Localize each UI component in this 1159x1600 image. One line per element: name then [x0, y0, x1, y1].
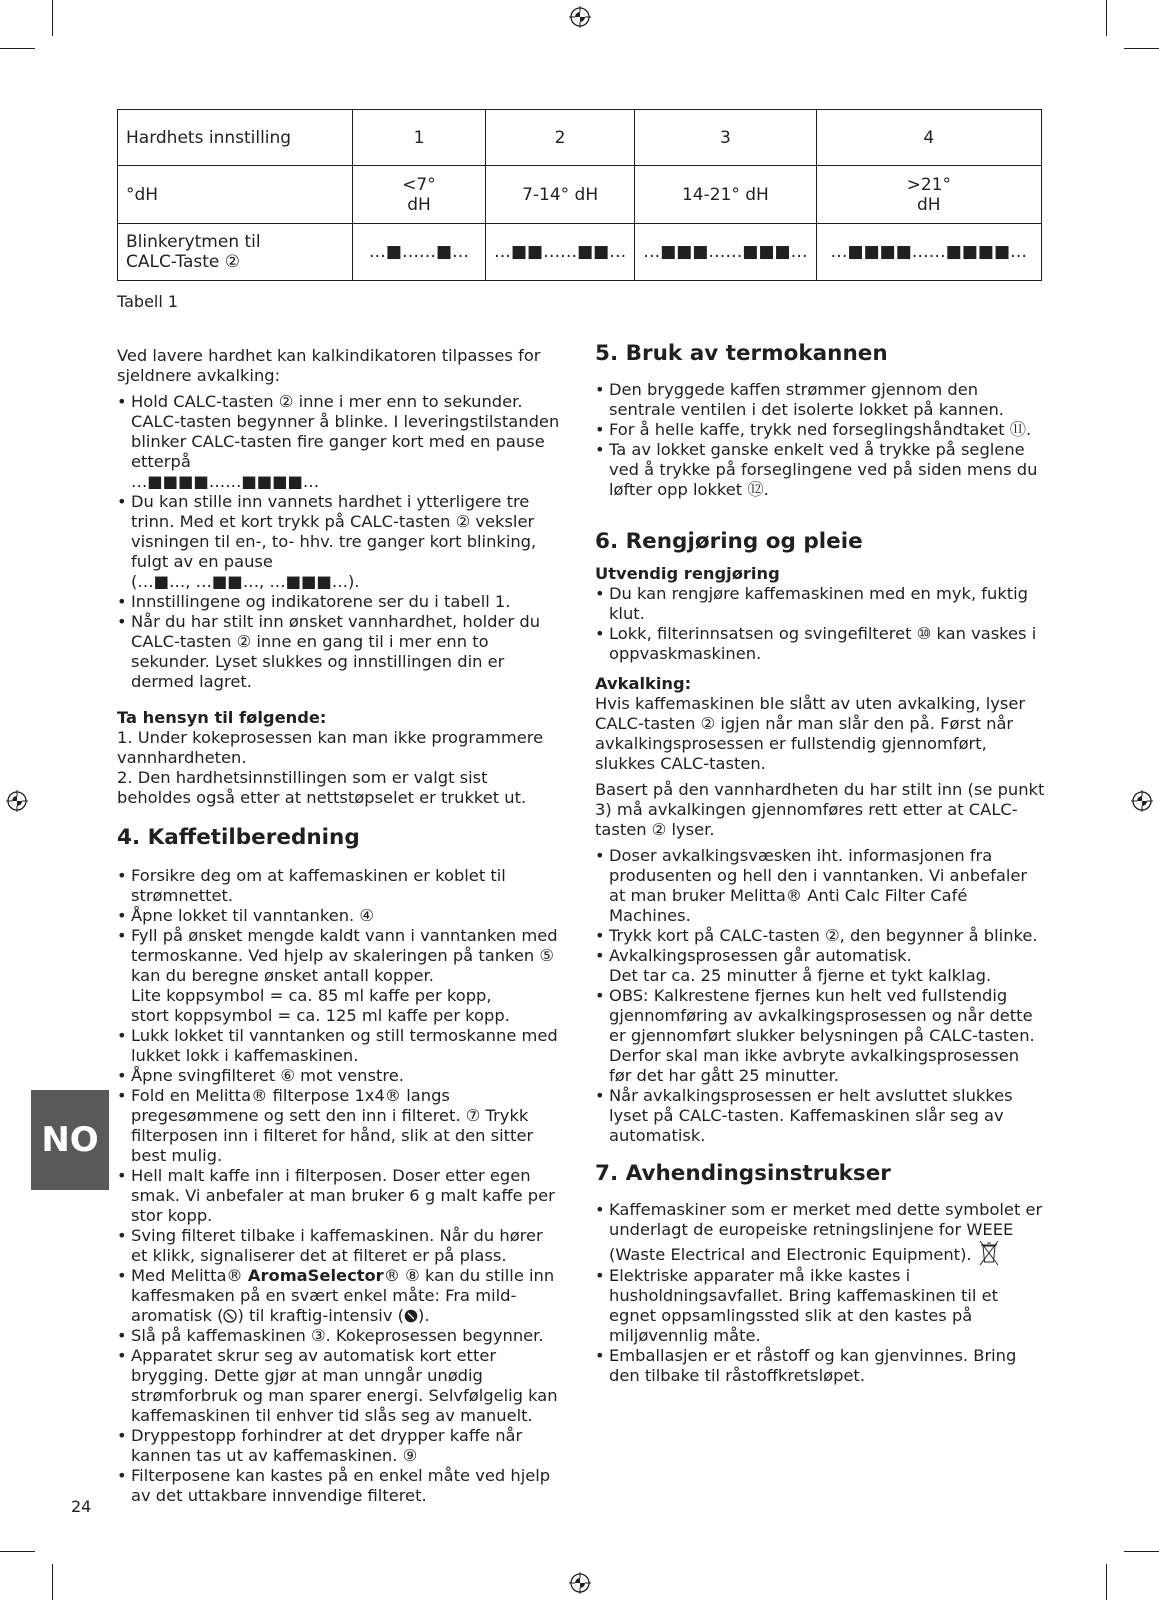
hardness-steps-list: [117, 592, 560, 692]
table-cell: 4: [816, 110, 1041, 166]
table-cell: 2: [485, 110, 634, 166]
list-item: • For å helle kaffe, trykk ned forseglingshåndtaket ⑪.: [595, 420, 1045, 440]
list-item: • Du kan stille inn vannets hardhet i ytterligere tre trinn. Med et kort trykk på CALC-tasten ② veksler visningen til en-, to- hhv. tre ganger kort blinking, fulgt av en pause: [117, 492, 560, 572]
section-6-title: 6. Rengjøring og pleie: [595, 529, 863, 554]
list-item: • Åpne lokket til vanntanken. ④: [117, 906, 560, 926]
table-cell: Hardhets innstilling: [118, 110, 353, 166]
list-item-text: ) til kraftig-intensiv (: [237, 1306, 404, 1325]
list-item: • Elektriske apparater må ikke kastes i husholdningsavfallet. Bring kaffemaskinen til et egnet oppsamlingssted slik at den kastes på miljøvennlig måte.: [595, 1266, 1045, 1346]
list-item: • Slå på kaffemaskinen ③. Kokeprosessen begynner.: [117, 1326, 560, 1346]
list-item: • Sving filteret tilbake i kaffemaskinen. Når du hører et klikk, signaliserer det at filteret er på plass.: [117, 1226, 560, 1266]
table-cell: <7° dH: [352, 166, 485, 224]
list-item: • Den bryggede kaffen strømmer gjennom den sentrale ventilen i det isolerte lokket på kannen.: [595, 380, 1045, 420]
registration-mark-icon: [569, 1572, 591, 1594]
notes-list: [117, 728, 560, 808]
list-item: • Ta av lokket ganske enkelt ved å trykke på seglene ved å trykke på forseglingene ved på siden mens du løfter opp lokket ⑫.: [595, 440, 1045, 500]
note-title: Ta hensyn til følgende:: [117, 708, 327, 727]
list-item-text: ® ⑧ kan du stille inn kaffesmaken på en svært enkel måte: Fra mild-aromatisk (: [131, 1266, 555, 1325]
list-item: • Åpne svingfilteret ⑥ mot venstre.: [117, 1066, 560, 1086]
descaling-paragraph: Basert på den vannhardheten du har stilt inn (se punkt 3) må avkalkingen gjennomføres rett etter at CALC-tasten ② lyser.: [595, 780, 1045, 839]
crop-mark: [0, 1551, 35, 1552]
section-5-list: [595, 380, 1045, 500]
list-item: • Lukk lokket til vanntanken og still termoskanne med lukket lokk i kaffemaskinen.: [117, 1026, 560, 1066]
list-item: [595, 946, 1045, 986]
language-tab: NO: [31, 1090, 109, 1190]
aroma-selector-brand: AromaSelector: [247, 1266, 384, 1285]
table-cell: >21° dH: [816, 166, 1041, 224]
registration-mark-icon: [569, 6, 591, 28]
list-item: • Forsikre deg om at kaffemaskinen er koblet til strømnettet.: [117, 866, 560, 906]
list-item: • Du kan rengjøre kaffemaskinen med en myk, fuktig klut.: [595, 584, 1045, 624]
strong-bean-icon: [404, 1309, 418, 1323]
list-item: 1. Under kokeprosessen kan man ikke programmere vannhardheten.: [117, 728, 544, 767]
right-column: [595, 340, 1045, 1386]
table-row: [118, 224, 1042, 281]
list-item-text: Med Melitta®: [131, 1266, 243, 1285]
crop-mark: [1124, 1551, 1159, 1552]
list-item: • Trykk kort på CALC-tasten ②, den begynner å blinke.: [595, 926, 1045, 946]
table-caption: Tabell 1: [117, 292, 179, 311]
page-number: 24: [71, 1497, 92, 1516]
list-item: • Apparatet skrur seg av automatisk kort etter brygging. Dette gjør at man unngår unødig strømforbruk og man sparer energi. Selvfølgelig kan kaffemaskinen til enhver tid slås seg av manuelt.: [117, 1346, 560, 1426]
exterior-cleaning-list: [595, 584, 1045, 664]
list-item: • Lokk, filterinnsatsen og svingefilteret ⑩ kan vaskes i oppvaskmaskinen.: [595, 624, 1045, 664]
section-4-list: [117, 866, 560, 1506]
table-row: [118, 166, 1042, 224]
list-item: [117, 1266, 560, 1326]
crop-mark: [1124, 48, 1159, 49]
list-item-text: Lite koppsymbol = ca. 85 ml kaffe per kopp,: [131, 986, 492, 1005]
list-item: [595, 1200, 1045, 1266]
list-item-text: ).: [418, 1306, 430, 1325]
crop-mark: [1106, 0, 1107, 36]
list-item-text: stort koppsymbol = ca. 125 ml kaffe per kopp.: [131, 1006, 510, 1025]
list-item: • Dryppestopp forhindrer at det drypper kaffe når kannen tas ut av kaffemaskinen. ⑨: [117, 1426, 560, 1466]
list-item-text: Det tar ca. 25 minutter å fjerne et tykt kalklag.: [609, 966, 992, 985]
hardness-steps-list: [117, 392, 560, 472]
list-item-text: Fyll på ønsket mengde kaldt vann i vanntanken med termoskanne. Ved hjelp av skaleringen på tanken ⑤ kan du beregne ønsket antall kopper.: [131, 926, 558, 985]
list-item-text: Kaffemaskiner som er merket med dette symbolet er underlagt de europeiske retningslinjene for WEEE (Waste Electrical and Electronic Equipment).: [609, 1200, 1043, 1264]
registration-mark-icon: [1131, 790, 1153, 812]
list-item: [117, 926, 560, 1026]
table-cell: 7-14° dH: [485, 166, 634, 224]
table-cell: °dH: [118, 166, 353, 224]
section-7-title: 7. Avhendingsinstrukser: [595, 1161, 891, 1186]
hardness-steps-list: [117, 492, 560, 572]
descaling-list: [595, 846, 1045, 1146]
list-item: • Hold CALC-tasten ② inne i mer enn to sekunder. CALC-tasten begynner å blinke. I leveringstilstanden blinker CALC-tasten fire ganger kort med en pause etterpå: [117, 392, 560, 472]
mild-bean-icon: [223, 1309, 237, 1323]
intro-paragraph: Ved lavere hardhet kan kalkindikatoren tilpasses for sjeldnere avkalking:: [117, 346, 541, 385]
table-cell: 1: [352, 110, 485, 166]
descaling-paragraph: Hvis kaffemaskinen ble slått av uten avkalking, lyser CALC-tasten ② igjen når man slår den på. Først når avkalkingsprosessen er fullstendig gjennomført, slukkes CALC-tasten.: [595, 694, 1026, 773]
table-cell: …■……■…: [352, 224, 485, 281]
registration-mark-icon: [6, 790, 28, 812]
list-item: • Når du har stilt inn ønsket vannhardhet, holder du CALC-tasten ② inne en gang til i mer enn to sekunder. Lyset slukkes og innstillingen din er dermed lagret.: [117, 612, 560, 692]
table-cell: Blinkerytmen til CALC-Taste ②: [118, 224, 353, 281]
crop-mark: [0, 48, 35, 49]
list-item: • Fold en Melitta® filterpose 1x4® langs pregesømmene og sett den inn i filteret. ⑦ Trykk filterposen inn i filteret for hånd, slik at den sitter best mulig.: [117, 1086, 560, 1166]
list-item: • OBS: Kalkrestene fjernes kun helt ved fullstendig gjennomføring av avkalkingsprosessen og når dette er gjennomført slukker belysningen på CALC-tasten. Derfor skal man ikke avbryte avkalkingsprosessen før det har gått 25 minutter.: [595, 986, 1045, 1086]
crop-mark: [1106, 1564, 1107, 1600]
section-7-list: [595, 1200, 1045, 1386]
list-item: • Innstillingene og indikatorene ser du i tabell 1.: [117, 592, 560, 612]
section-4-title: 4. Kaffetilberedning: [117, 825, 360, 850]
list-item: • Filterposene kan kastes på en enkel måte ved hjelp av det uttakbare innvendige filteret.: [117, 1466, 560, 1506]
table-cell: …■■■……■■■…: [635, 224, 816, 281]
table-cell: …■■■■……■■■■…: [816, 224, 1041, 281]
table-cell: …■■……■■…: [485, 224, 634, 281]
list-item: • Emballasjen er et råstoff og kan gjenvinnes. Bring den tilbake til råstoffkretsløpet.: [595, 1346, 1045, 1386]
list-item: • Hell malt kaffe inn i filterposen. Doser etter egen smak. Vi anbefaler at man bruker 6 g malt kaffe per stor kopp.: [117, 1166, 560, 1226]
section-5-title: 5. Bruk av termokannen: [595, 341, 888, 366]
blink-pattern: (…■…, …■■…, …■■■…).: [131, 572, 360, 591]
hardness-table: [117, 109, 1042, 281]
exterior-cleaning-title: Utvendig rengjøring: [595, 564, 780, 583]
table-cell: 14-21° dH: [635, 166, 816, 224]
weee-bin-icon: [978, 1240, 1000, 1266]
list-item: 2. Den hardhetsinnstillingen som er valgt sist beholdes også etter at nettstøpselet er trukket ut.: [117, 768, 527, 807]
table-row: [118, 110, 1042, 166]
table-cell: 3: [635, 110, 816, 166]
blink-pattern: …■■■■……■■■■…: [131, 472, 320, 491]
left-column: [117, 346, 560, 1506]
list-item: • Når avkalkingsprosessen er helt avsluttet slukkes lyset på CALC-tasten. Kaffemaskinen slår seg av automatisk.: [595, 1086, 1045, 1146]
crop-mark: [52, 1564, 53, 1600]
list-item: • Doser avkalkingsvæsken iht. informasjonen fra produsenten og hell den i vanntanken. Vi anbefaler at man bruker Melitta® Anti Calc Filter Café Machines.: [595, 846, 1045, 926]
crop-mark: [52, 0, 53, 36]
list-item-text: Avkalkingsprosessen går automatisk.: [609, 946, 912, 965]
descaling-title: Avkalking:: [595, 674, 692, 693]
